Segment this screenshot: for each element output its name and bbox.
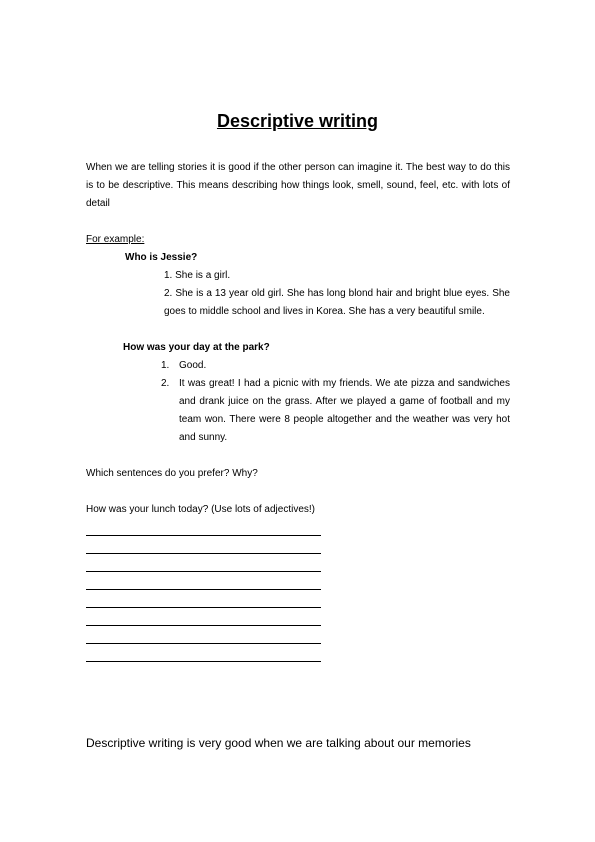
answer-park-1 <box>161 357 510 375</box>
document-title: Descriptive writing <box>216 111 379 131</box>
question-jessie: Who is Jessie? <box>125 252 198 263</box>
writing-line[interactable] <box>86 609 321 626</box>
prefer-question: Which sentences do you prefer? Why? <box>86 468 258 479</box>
intro-paragraph: When we are telling stories it is good if the other person can imagine it. The best way to do this is to be descriptive. This means describing how things look, smell, sound, feel, etc. with lots of detail <box>86 162 510 209</box>
example-label: For example: <box>86 234 145 245</box>
answers-park <box>161 357 510 447</box>
footer-text: Descriptive writing is very good when we are talking about our memories <box>86 736 471 750</box>
answer-park-2-number: 2. <box>161 378 170 389</box>
answer-park-1-text: Good. <box>179 360 207 371</box>
writing-line[interactable] <box>86 627 321 644</box>
answer-park-2-text: It was great! I had a picnic with my friends. We ate pizza and sandwiches and drank juice on the grass. After we played a game of football and my team won. There were 8 people altogether and the weather was very hot and sunny. <box>179 378 510 443</box>
writing-line[interactable] <box>86 591 321 608</box>
answer-lines <box>86 519 321 663</box>
writing-line[interactable] <box>86 537 321 554</box>
answer-jessie-1: 1. She is a girl. <box>164 270 231 281</box>
writing-line[interactable] <box>86 519 321 536</box>
answers-jessie <box>164 267 510 321</box>
question-park: How was your day at the park? <box>123 342 270 353</box>
lunch-question: How was your lunch today? (Use lots of adjectives!) <box>86 504 315 515</box>
answer-park-2 <box>161 375 510 447</box>
writing-line[interactable] <box>86 573 321 590</box>
answer-jessie-2: 2. She is a 13 year old girl. She has long blond hair and bright blue eyes. She goes to middle school and lives in Korea. She has a very beautiful smile. <box>164 288 510 317</box>
writing-line[interactable] <box>86 555 321 572</box>
writing-line[interactable] <box>86 645 321 662</box>
answer-park-1-number: 1. <box>161 360 170 371</box>
